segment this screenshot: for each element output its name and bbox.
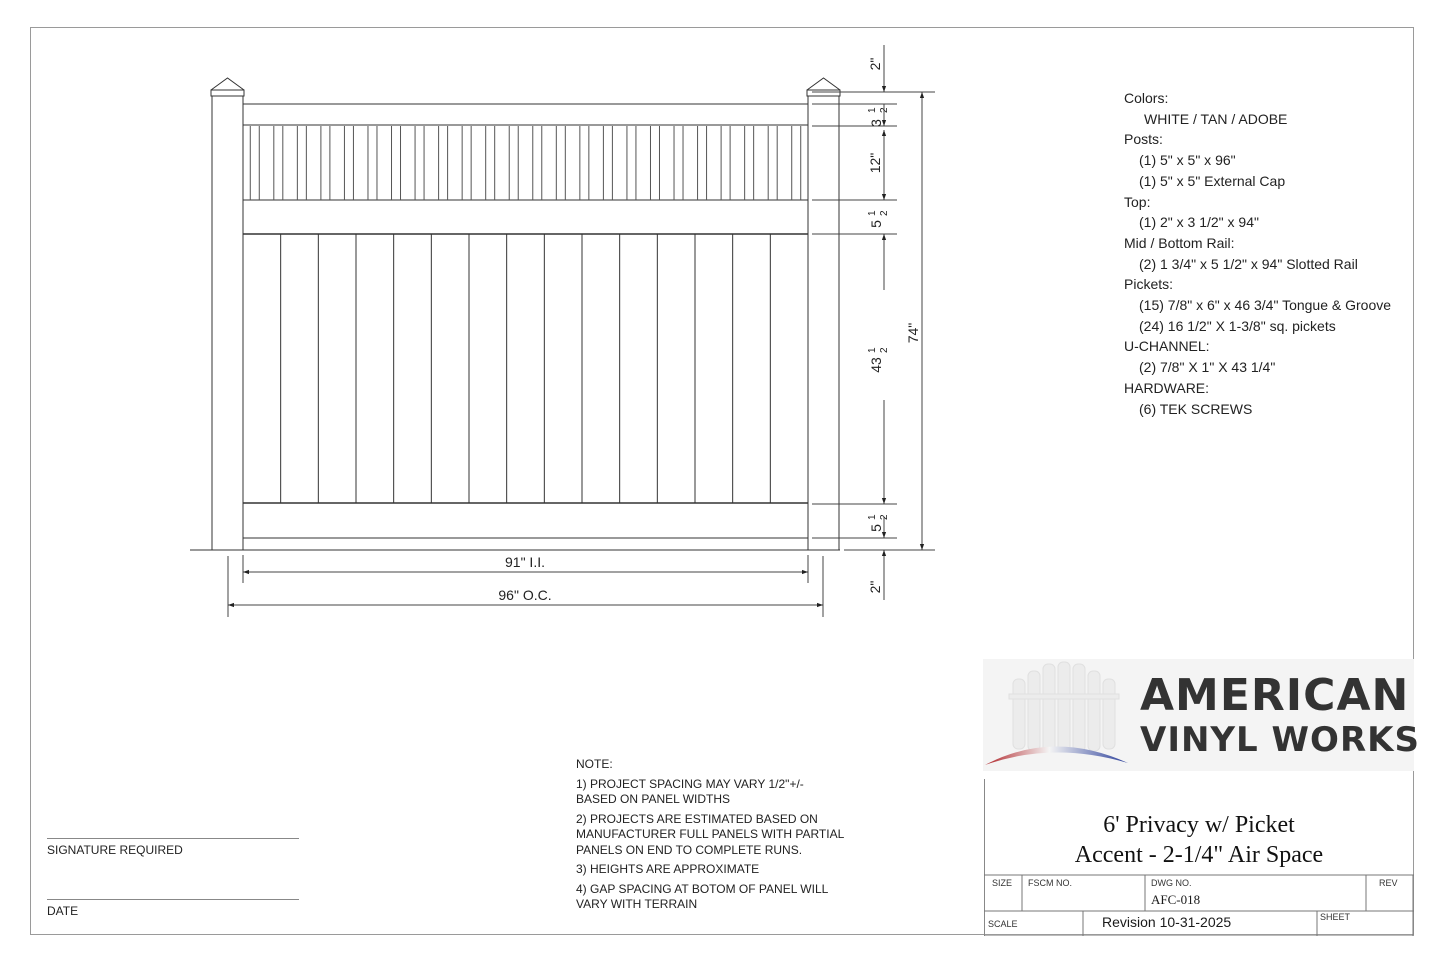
note-item: 4) GAP SPACING AT BOTOM OF PANEL WILL VARY WITH TERRAIN [576,881,829,911]
dim-mid-rail [867,210,890,228]
dwg-number: AFC-018 [1151,892,1201,907]
svg-text:3: 3 [868,119,884,127]
note-item: 2) PROJECTS ARE ESTIMATED BASED ON MANUFACTURER FULL PANELS WITH PARTIAL PANELS ON END TO COMPLETE RUNS. [576,811,845,857]
revision-date: Revision 10-31-2025 [1102,914,1232,930]
svg-text:1: 1 [867,107,878,113]
bom-item: (24) 16 1/2" X 1-3/8" sq. pickets [1139,317,1336,334]
bom-item: WHITE / TAN / ADOBE [1144,110,1288,127]
svg-text:1: 1 [867,210,878,216]
privacy-boards [281,234,771,503]
notes-title: NOTE: [576,757,613,771]
notes [576,757,844,913]
fscm-label: FSCM NO. [1028,878,1072,888]
bom-section-heading: Colors: [1124,90,1169,106]
date-line[interactable] [47,899,299,918]
svg-text:2: 2 [879,347,890,353]
scale-label: SCALE [988,919,1018,929]
svg-text:5: 5 [868,220,884,228]
signature-line[interactable] [47,838,299,857]
dim-top-clearance: 2" [867,57,883,71]
note-item: 1) PROJECT SPACING MAY VARY 1/2"+/- BASED ON PANEL WIDTHS [576,776,804,806]
bom-section-heading: Posts: [1124,131,1163,148]
right-post [807,78,840,550]
dim-privacy-panel [867,347,890,373]
date-label: DATE [47,904,79,918]
bom-item: (1) 2" x 3 1/2" x 94" [1139,214,1259,231]
signature-label: SIGNATURE REQUIRED [47,843,183,857]
dim-overall-height: 74" [905,322,921,344]
sheet-label: SHEET [1320,912,1351,922]
bom-section-heading: U-CHANNEL: [1124,338,1210,355]
logo-line2: VINYL WORKS [1140,720,1420,760]
bom-section-heading: Pickets: [1124,276,1174,293]
bom-item: (6) TEK SCREWS [1139,400,1253,417]
bom-section-heading: Mid / Bottom Rail: [1124,234,1235,251]
title-line1: 6' Privacy w/ Picket [1103,812,1295,838]
rev-label: REV [1379,878,1398,888]
svg-text:2: 2 [879,210,890,216]
bom-item: (2) 1 3/4" x 5 1/2" x 94" Slotted Rail [1139,255,1358,272]
bill-of-materials [1124,88,1391,419]
svg-text:43: 43 [868,357,884,373]
dim-bottom-rail [867,514,890,532]
size-label: SIZE [992,878,1013,888]
bom-section-heading: HARDWARE: [1124,379,1210,396]
svg-text:2: 2 [879,514,890,520]
svg-text:1: 1 [867,347,878,353]
left-post [211,78,244,550]
drawing-title [984,810,1414,870]
logo-line1: AMERICAN [1140,670,1410,721]
accent-pickets [250,126,800,200]
dim-picket-accent: 12" [867,152,883,174]
svg-text:2: 2 [879,107,890,113]
svg-text:5: 5 [868,524,884,532]
dim-top-rail [867,107,890,127]
bom-item: (2) 7/8" X 1" X 43 1/4" [1139,359,1276,376]
dwg-label: DWG NO. [1151,878,1192,888]
bom-section-heading: Top: [1124,193,1151,210]
title-line2: Accent - 2-1/4" Air Space [1074,842,1324,868]
svg-text:1: 1 [867,514,878,520]
bom-item: (15) 7/8" x 6" x 46 3/4" Tongue & Groove [1139,297,1392,314]
note-item: 3) HEIGHTS ARE APPROXIMATE [576,862,760,876]
bom-item: (1) 5" x 5" External Cap [1139,172,1286,189]
dim-bottom-gap: 2" [867,580,883,594]
bom-item: (1) 5" x 5" x 96" [1139,152,1236,169]
dim-on-center-width: 96" O.C. [498,587,552,603]
dim-inside-width: 91" I.I. [505,554,545,570]
